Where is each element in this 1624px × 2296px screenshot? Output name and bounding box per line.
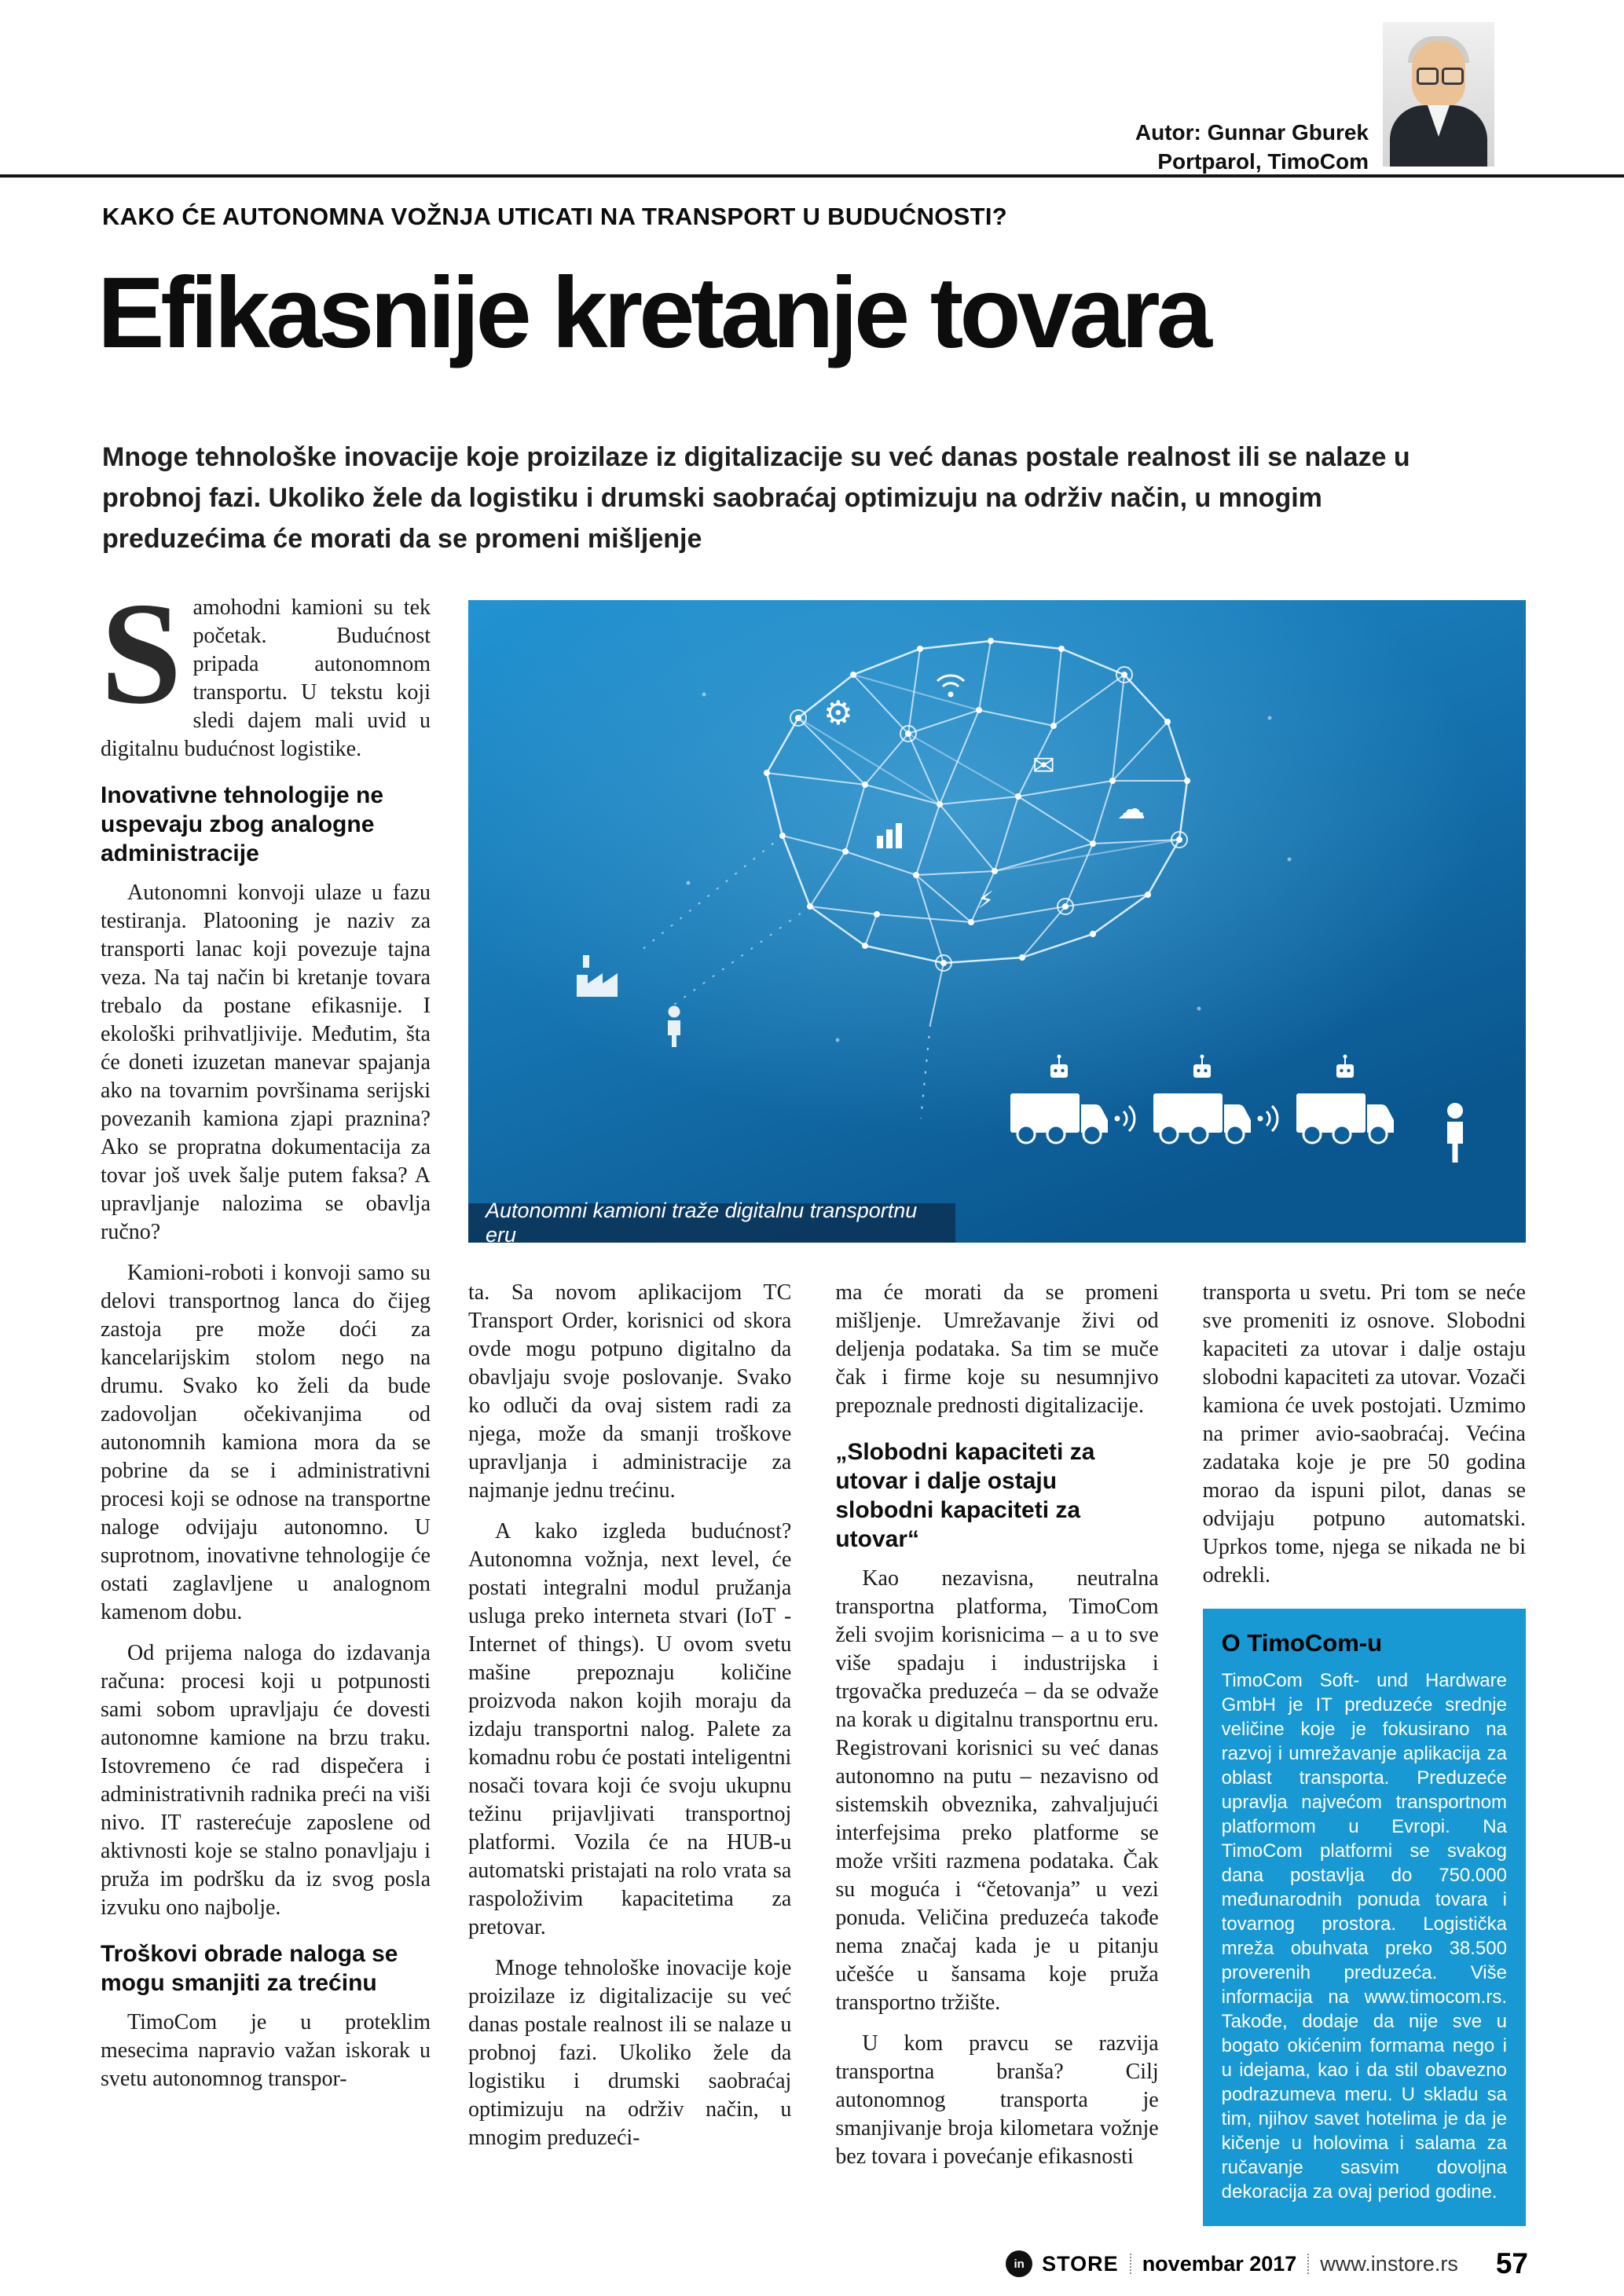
image-caption: Autonomni kamioni traže digitalnu transportnu eru [468, 1203, 955, 1243]
author-role: Portparol, TimoCom [1157, 149, 1369, 174]
column-2 [468, 1279, 791, 2226]
glasses-icon [1417, 68, 1439, 85]
subhead-quote: „Slobodni kapaciteti za utovar i dalje ostaju slobodni kapaciteti za utovar“ [835, 1439, 1095, 1552]
body-paragraph: Kao nezavisna, neutralna transportna platforma, TimoCom želi svojim korisnicima – a u to sve više spadaju i industrijska i trgovačka preduzeća – da se odvaže na korak u digitalnu transportnu eru. Registrovani korisnici su već danas autonomno na putu – nezavisno od sistemskih obveznika, zahvaljujući interfejsima preko platforme se može vršiti razmena podataka. Čak su moguća i “četovanja” u vezi ponuda. Veličina preduzeća takođe nema značaj kada je u pitanju učešće u šansama koje pruža transportno tržište. [835, 1566, 1159, 2015]
body-paragraph: Mnoge tehnološke inovacije koje proizilaze iz digitalizacije su već danas postale realnost ili se nalaze u probnoj fazi. Ukoliko žele da logistiku i drumski saobraćaj optimizuju na održiv način, u mnogim preduzeći- [468, 1956, 792, 2150]
lead-paragraph: Mnoge tehnološke inovacije koje proizilaze iz digitalizacije su već danas postale realnost ili se nalaze u probnoj fazi. Ukoliko žele da logistiku i drumski saobraćaj optimizuju na održiv način, u mnogim preduzećima će morati da se promeni mišljenje [102, 442, 1410, 554]
author-photo [1383, 22, 1494, 167]
column-3 [835, 1279, 1158, 2226]
headline: Efikasnije kretanje tovara [97, 257, 1208, 369]
column-1 [101, 573, 431, 2106]
footer-issue: novembar 2017 [1142, 2251, 1297, 2276]
cloud-icon: ☁ [1117, 793, 1146, 826]
body-paragraph: Kamioni-roboti i konvoji samo su delovi transportnog lanca do čijeg zastoja pre može doći za kancelarijskim stolom nego na drumu. Svako ko želi da bude zadovoljan očekivanjima od autonomnih kamiona mora da se pobrine da se i administrativni procesi koji se odnose na transportne naloge odvijaju autonomno. U suprotnom, inovativne tehnologije će ostati zaglavljene u analognom kamenom dobu. [101, 1261, 431, 1624]
info-box-title: O TimoCom-u [1221, 1629, 1383, 1657]
subhead-2: Troškovi obrade naloga se mogu smanjiti za trećinu [101, 1941, 398, 1996]
digital-brain-illustration [468, 600, 1526, 1243]
envelope-icon: ✉ [1032, 750, 1055, 782]
lower-columns [468, 1279, 1526, 2226]
bolt-icon: ⚡ [977, 887, 995, 914]
body-paragraph: transporta u svetu. Pri tom se neće sve promeniti iz osnove. Slobodni kapaciteti za utovar i dalje ostaju slobodni kapaciteti za utovar. Vozači kamiona će uvek postojati. Uzmimo na primer avio-saobraćaj. Većina zadataka koje je pre 50 godina morao da ispuni pilot, danas se odvijaju potpuno automatski. Uprkos tome, njega se nikada ne bi odrekli. [1202, 1280, 1526, 1587]
drop-cap: S [101, 573, 182, 734]
author-credit [1135, 118, 1369, 176]
body-paragraph: Od prijema naloga do izdavanja računa: procesi koji u potpunosti sami sobom upravljaju će dovesti autonomne kamione na brzu traku. Istovremeno će rad dispečera i administrativnih radnika preći na viši nivo. IT rasterećuje zaposlene od aktivnosti koje se stalno ponavljaju i pruža im podršku da iz svog posla izvuku ono najbolje. [101, 1641, 431, 1920]
body-paragraph: U kom pravcu se razvija transportna branša? Cilj autonomnog transporta je smanjivanje broja kilometara vožnje bez tovara i povećanje efikasnosti [835, 2031, 1159, 2169]
body-paragraph: A kako izgleda budućnost? Autonomna vožnja, next level, će postati integralni modul pružanja usluga preko interneta stvari (IoT - Internet of things). U ovom svetu mašine prepoznaju količine proizvoda nakon kojih moraju da izdaju transportni nalog. Palete za komadnu robu će postati inteligentni nosači tovara koji će svoju ukupnu težinu prijavljivati transportnoj platformi. Vozila će na HUB-u automatski pristajati na rolo vrata sa raspoloživim kapacitetima za pretovar. [468, 1519, 792, 1939]
intro-text: amohodni kamioni su tek početak. Budućnost pripada autonomnom transportu. U tekstu koji sledi dajem mali uvid u digitalnu budućnost logistike. [101, 595, 431, 761]
footer-divider [1307, 2254, 1309, 2274]
body-paragraph: ma će morati da se promeni mišljenje. Umrežavanje živi od deljenja podataka. Sa tim se muče čak i firme koje su nesumnjivo prepoznale prednosti digitalizacije. [835, 1280, 1159, 1418]
hero-image [468, 600, 1526, 1247]
footer-website: www.instore.rs [1320, 2251, 1458, 2276]
gear-icon: ⚙ [823, 694, 853, 732]
page-number: 57 [1495, 2247, 1528, 2280]
kicker: KAKO ĆE AUTONOMNA VOŽNJA UTICATI NA TRANSPORT U BUDUĆNOSTI? [102, 203, 1008, 230]
glasses-icon [1442, 68, 1464, 85]
column-4 [1203, 1279, 1526, 2226]
intro-paragraph [101, 573, 431, 764]
body-paragraph: Autonomni konvoji ulaze u fazu testiranja. Platooning je naziv za transporti lanac koji povezuje tajna veza. Na taj način bi kretanje tovara trebalo da postane efikasnije. I ekološki prihvatljivije. Međutim, šta će doneti izuzetan manevar spajanja ako na tovarnim površinama serijski povezanih kamiona zjapi praznina? Ako se propratna dokumentacija za tovar još uvek šalje putem faksa? A upravljanje nalozima se obavlja ručno? [101, 881, 431, 1244]
header-rule [0, 174, 1624, 178]
page-footer [1006, 2247, 1528, 2280]
timocom-info-box [1203, 1609, 1526, 2226]
subhead-1: Inovativne tehnologije ne uspevaju zbog analogne administracije [101, 782, 384, 866]
author-name: Autor: Gunnar Gburek [1135, 120, 1369, 145]
instore-logo-icon: in [1006, 2250, 1032, 2277]
body-paragraph: TimoCom je u proteklim mesecima napravio važan iskorak u svetu autonomnog transpor- [101, 2010, 431, 2091]
footer-brand: STORE [1042, 2251, 1119, 2276]
footer-divider [1130, 2254, 1131, 2274]
info-box-body: TimoCom Soft- und Hardware GmbH je IT preduzeće srednje veličine koje je fokusirano na razvoj i umrežavanje aplikacija za oblast transporta. Preduzeće upravlja najvećom transportnom platformom u Evropi. Na TimoCom platformi se svakog dana postavlja do 750.000 međunarodnih ponuda tovara i tovarnog prostora. Logistička mreža obuhvata preko 38.500 proverenih preduzeća. Više informacija na www.timocom.rs. Takođe, dodaje da nije sve u bogato okićenim formama nego i u idejama, kao i da stil obavezno podrazumeva meru. U skladu sa tim, njihov savet hotelima je da je kičenje u holovima i salama za ručavanje sasvim dovoljna dekoracija za ovaj period godine. [1221, 1670, 1507, 2203]
body-paragraph: ta. Sa novom aplikacijom TC Transport Order, korisnici od skora ovde mogu potpuno digitalno da obavljaju svoje poslovanje. Svako ko odluči da ovaj sistem radi za njega, može da smanji troškove upravljanja i administracije za najmanje jednu trećinu. [468, 1280, 792, 1503]
